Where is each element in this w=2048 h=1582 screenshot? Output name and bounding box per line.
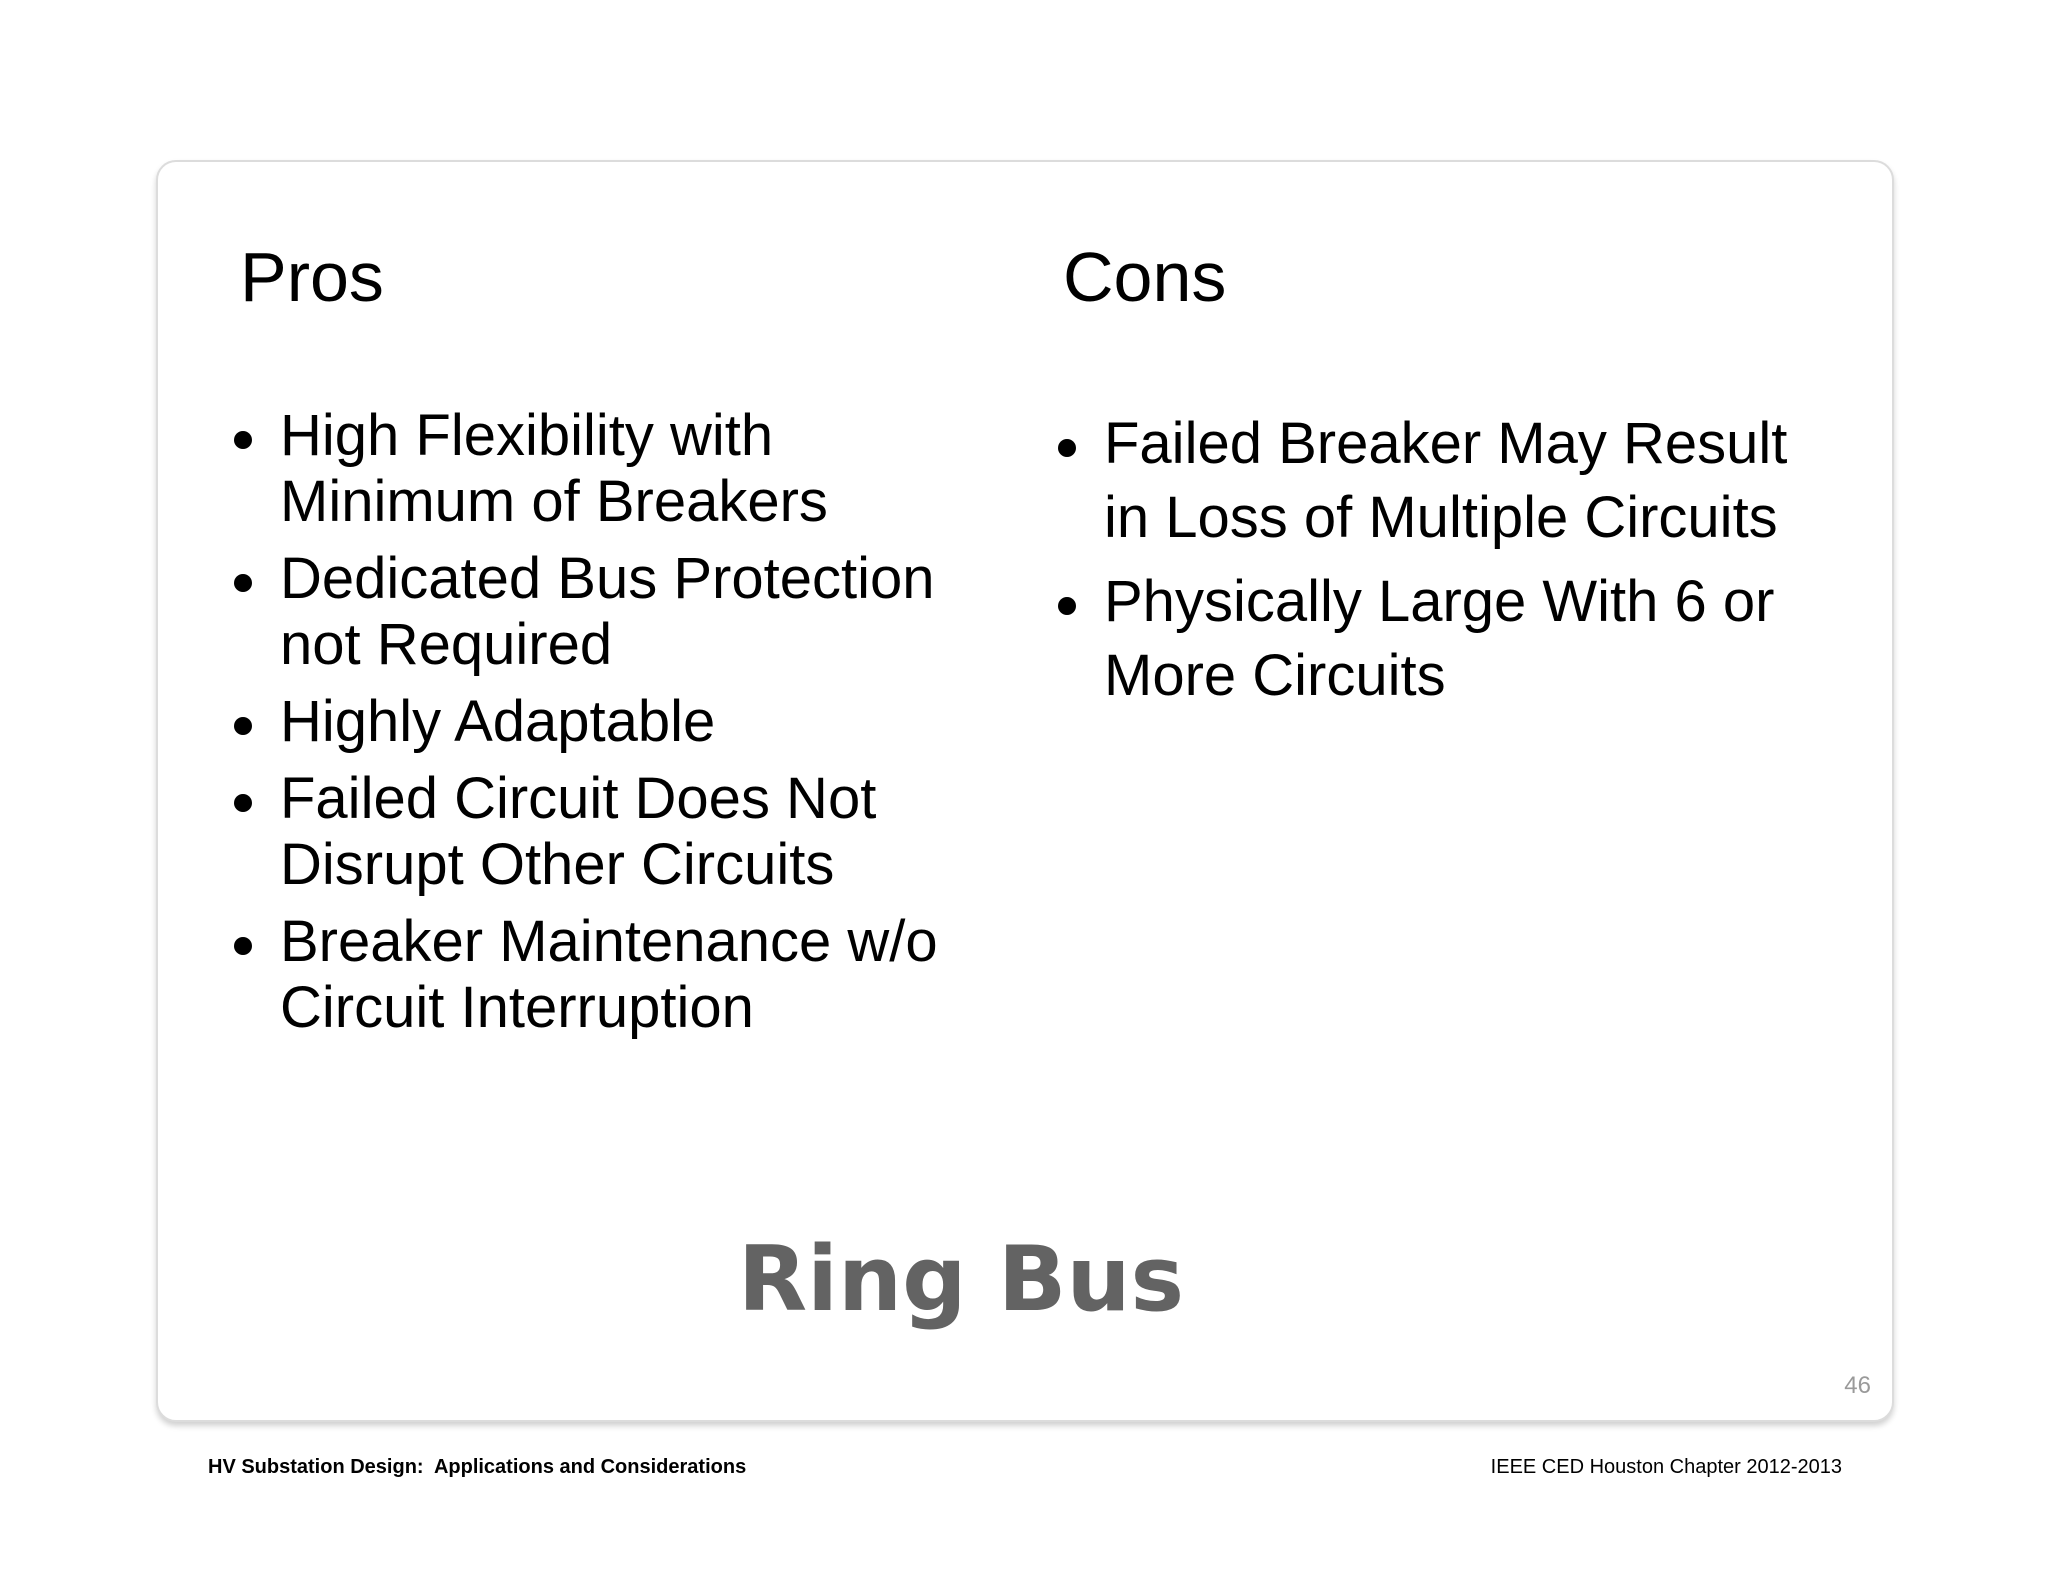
list-item <box>1063 565 1843 713</box>
pros-item-text: Highly Adaptable <box>280 689 716 754</box>
list-item <box>239 546 959 678</box>
list-item <box>1063 407 1843 555</box>
page-number: 46 <box>1844 1372 1871 1399</box>
bullet-icon <box>1058 597 1076 615</box>
footer-right-text: IEEE CED Houston Chapter 2012-2013 <box>1490 1456 1842 1478</box>
cons-list <box>1063 407 1843 723</box>
footer-left-text: HV Substation Design: Applications and Considerations <box>208 1456 747 1478</box>
list-item <box>239 766 959 898</box>
pros-item-text: Dedicated Bus Protection not Required <box>280 546 935 677</box>
cons-item-text: Physically Large With 6 or More Circuits <box>1104 569 1775 708</box>
pros-list <box>239 403 959 1052</box>
list-item <box>239 689 959 755</box>
bullet-icon <box>1058 439 1076 457</box>
cons-item-text: Failed Breaker May Result in Loss of Multiple Circuits <box>1104 411 1788 550</box>
pros-item-text: Failed Circuit Does Not Disrupt Other Circuits <box>280 766 877 897</box>
pros-heading: Pros <box>240 238 384 316</box>
bullet-icon <box>234 794 252 812</box>
bullet-icon <box>234 937 252 955</box>
list-item <box>239 403 959 535</box>
slide-title: Ring Bus <box>737 1227 1185 1332</box>
cons-heading: Cons <box>1063 238 1227 316</box>
bullet-icon <box>234 574 252 592</box>
pros-item-text: High Flexibility with Minimum of Breakers <box>280 403 828 534</box>
bullet-icon <box>234 717 252 735</box>
bullet-icon <box>234 431 252 449</box>
list-item <box>239 909 959 1041</box>
pros-item-text: Breaker Maintenance w/o Circuit Interruption <box>280 909 938 1040</box>
